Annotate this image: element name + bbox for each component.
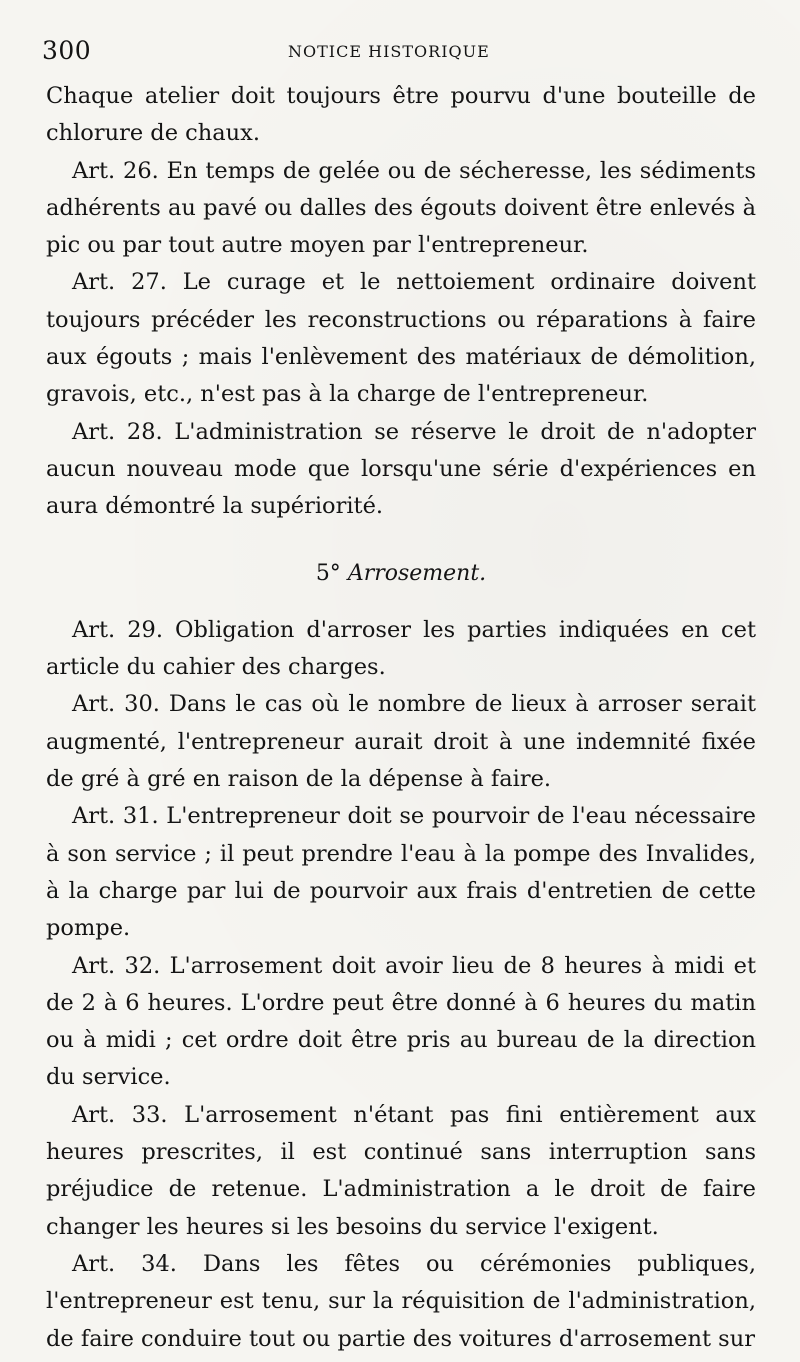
paragraph-continuation: Chaque atelier doit toujours être pourvu d'une bouteille de chlorure de chaux. <box>46 83 756 147</box>
article-33: Art. 33. L'arrosement n'étant pas fini entièrement aux heures prescrites, il est continué sans interruption sans préjudice de retenue. L'administration a le droit de faire changer les heures si les besoins du service l'exigent. <box>46 1101 756 1240</box>
article-26: Art. 26. En temps de gelée ou de sécheresse, les sédiments adhérents au pavé ou dalles des égouts doivent être enlevés à pic ou par tout autre moyen par l'entrepreneur. <box>46 157 756 259</box>
article-31: Art. 31. L'entrepreneur doit se pourvoir de l'eau nécessaire à son service ; il peut prendre l'eau à la pompe des Invalides, à la charge par lui de pourvoir aux frais d'entretien de cette pompe. <box>46 803 756 942</box>
section-number: 5° <box>315 560 341 586</box>
body-text <box>46 78 756 1358</box>
page-number: 300 <box>42 36 92 65</box>
article-34: Art. 34. Dans les fêtes ou cérémonies publiques, l'entrepreneur est tenu, sur la réquisition de l'administration, de faire conduire tout ou partie des voitures d'arrosement sur <box>46 1250 756 1352</box>
article-29: Art. 29. Obligation d'arroser les parties indiquées en cet article du cahier des charges. <box>46 616 756 681</box>
section-heading <box>46 555 756 592</box>
section-title: Arrosement. <box>347 560 487 586</box>
article-28: Art. 28. L'administration se réserve le droit de n'adopter aucun nouveau mode que lorsqu'une série d'expériences en aura démontré la supériorité. <box>46 418 756 520</box>
article-27: Art. 27. Le curage et le nettoiement ordinaire doivent toujours précéder les reconstructions ou réparations à faire aux égouts ; mais l'enlèvement des matériaux de démolition, gravois, etc., n'est pas à la charge de l'entrepreneur. <box>46 269 756 408</box>
article-32: Art. 32. L'arrosement doit avoir lieu de 8 heures à midi et de 2 à 6 heures. L'ordre peut être donné à 6 heures du matin ou à midi ; cet ordre doit être pris au bureau de la direction du service. <box>46 952 756 1091</box>
article-30: Art. 30. Dans le cas où le nombre de lieux à arroser serait augmenté, l'entrepreneur aurait droit à une indemnité fixée de gré à gré en raison de la dépense à faire. <box>46 691 756 793</box>
page-header <box>42 30 762 70</box>
running-title: NOTICE HISTORIQUE <box>288 42 490 61</box>
